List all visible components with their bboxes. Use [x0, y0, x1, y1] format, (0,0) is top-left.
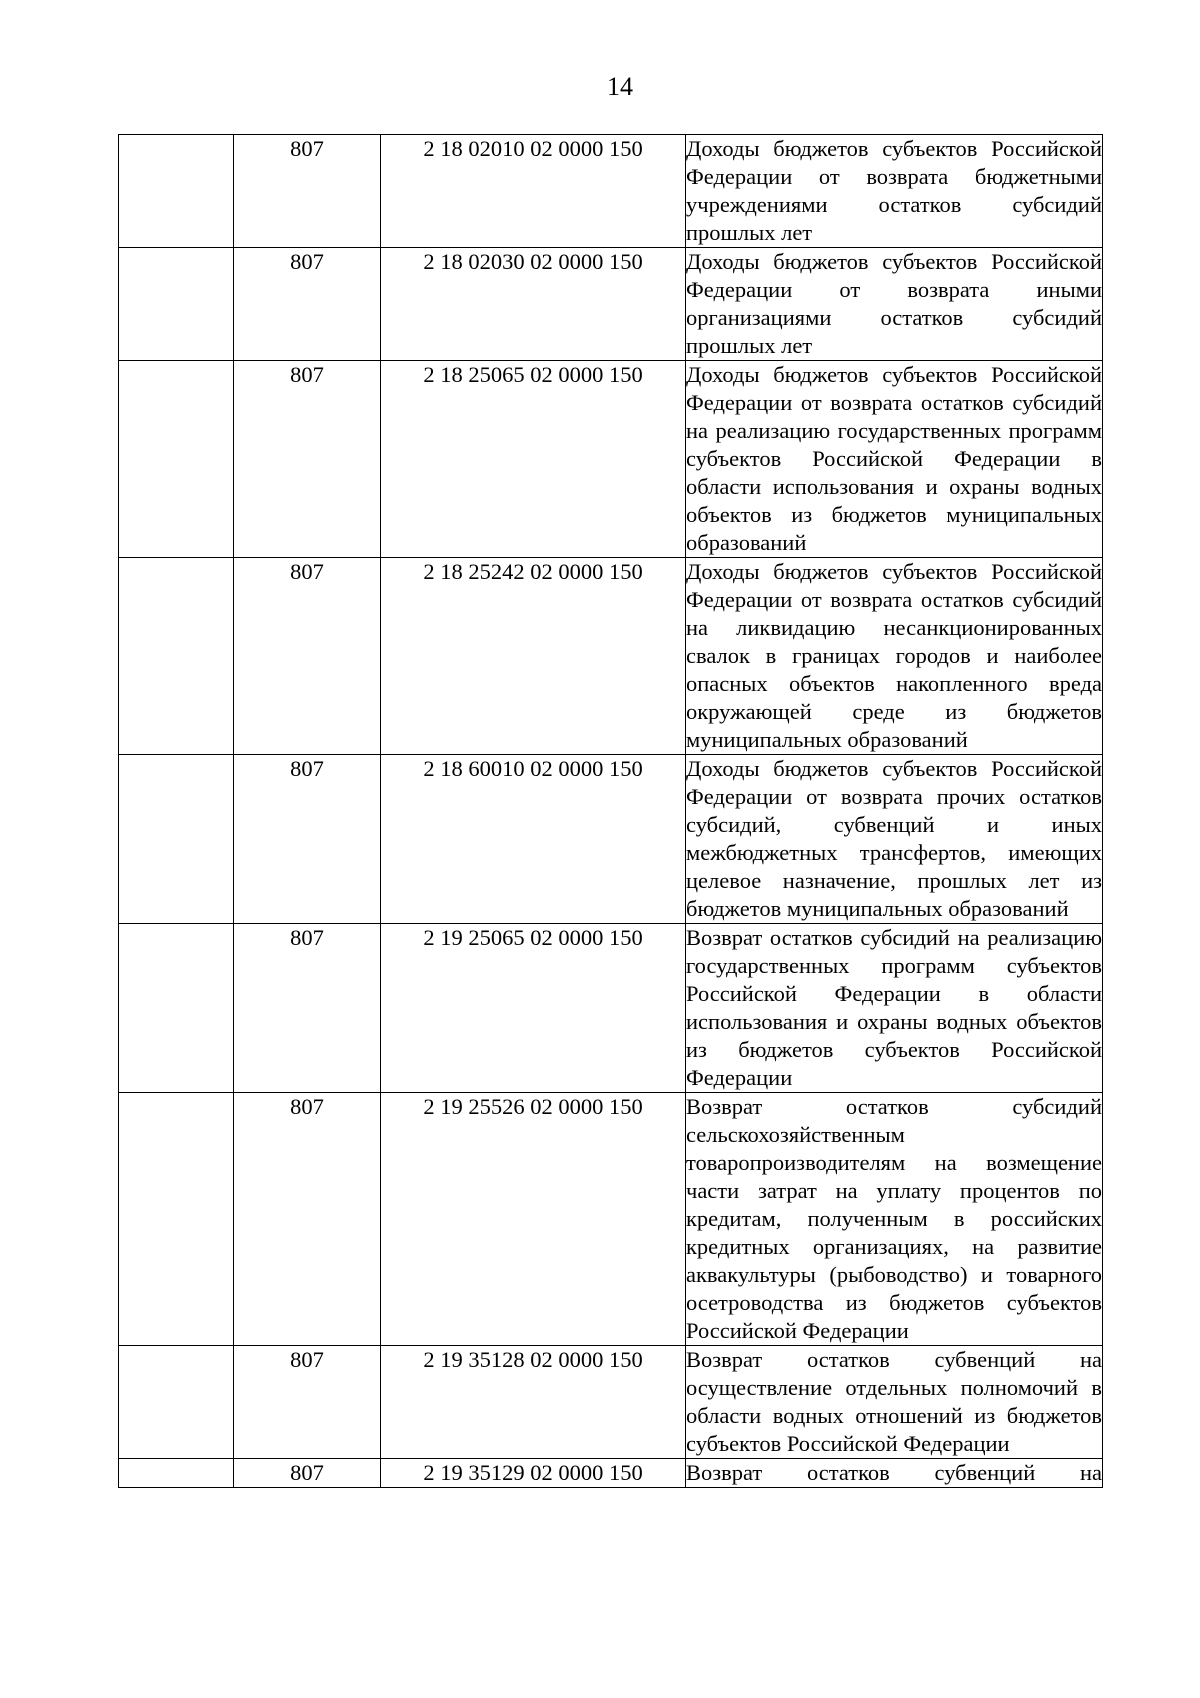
description-cell: Доходы бюджетов субъектов Российской Федерации от возврата иными организациями остатков субсидий прошлых лет	[686, 248, 1103, 361]
kbk-code-cell: 2 18 60010 02 0000 150	[381, 755, 686, 924]
table-row	[119, 248, 1103, 361]
empty-cell	[119, 558, 234, 755]
empty-cell	[119, 1459, 234, 1488]
description-cell: Доходы бюджетов субъектов Российской Федерации от возврата остатков субсидий на ликвидацию несанкционированных свалок в границах городов и наиболее опасных объектов накопленного вреда окружающей среде из бюджетов муниципальных образований	[686, 558, 1103, 755]
table-row	[119, 1346, 1103, 1459]
kbk-code-cell: 2 19 35129 02 0000 150	[381, 1459, 686, 1488]
description-cell: Доходы бюджетов субъектов Российской Федерации от возврата остатков субсидий на реализацию государственных программ субъектов Российской Федерации в области использования и охраны водных объектов из бюджетов муниципальных образований	[686, 361, 1103, 558]
admin-code-cell: 807	[234, 1459, 381, 1488]
empty-cell	[119, 924, 234, 1093]
admin-code-cell: 807	[234, 558, 381, 755]
empty-cell	[119, 1093, 234, 1346]
budget-codes-table	[118, 134, 1103, 1488]
empty-cell	[119, 248, 234, 361]
table-row	[119, 135, 1103, 248]
description-cell: Возврат остатков субвенций на осуществление отдельных полномочий в области водных отношений из бюджетов субъектов Российской Федерации	[686, 1346, 1103, 1459]
table-row	[119, 1459, 1103, 1488]
admin-code-cell: 807	[234, 361, 381, 558]
description-cell: Доходы бюджетов субъектов Российской Федерации от возврата прочих остатков субсидий, субвенций и иных межбюджетных трансфертов, имеющих целевое назначение, прошлых лет из бюджетов муниципальных образований	[686, 755, 1103, 924]
admin-code-cell: 807	[234, 1093, 381, 1346]
kbk-code-cell: 2 19 35128 02 0000 150	[381, 1346, 686, 1459]
kbk-code-cell: 2 18 02010 02 0000 150	[381, 135, 686, 248]
admin-code-cell: 807	[234, 248, 381, 361]
description-cell: Возврат остатков субсидий сельскохозяйственным товаропроизводителям на возмещение части затрат на уплату процентов по кредитам, полученным в российских кредитных организациях, на развитие аквакультуры (рыбоводство) и товарного осетроводства из бюджетов субъектов Российской Федерации	[686, 1093, 1103, 1346]
table-row	[119, 361, 1103, 558]
empty-cell	[119, 755, 234, 924]
kbk-code-cell: 2 19 25526 02 0000 150	[381, 1093, 686, 1346]
kbk-code-cell: 2 18 25242 02 0000 150	[381, 558, 686, 755]
description-cell: Доходы бюджетов субъектов Российской Федерации от возврата бюджетными учреждениями остатков субсидий прошлых лет	[686, 135, 1103, 248]
page-number: 14	[607, 72, 633, 101]
description-cell: Возврат остатков субсидий на реализацию государственных программ субъектов Российской Федерации в области использования и охраны водных объектов из бюджетов субъектов Российской Федерации	[686, 924, 1103, 1093]
table-row	[119, 558, 1103, 755]
admin-code-cell: 807	[234, 135, 381, 248]
admin-code-cell: 807	[234, 924, 381, 1093]
description-cell: Возврат остатков субвенций на	[686, 1459, 1103, 1488]
kbk-code-cell: 2 18 25065 02 0000 150	[381, 361, 686, 558]
admin-code-cell: 807	[234, 755, 381, 924]
empty-cell	[119, 135, 234, 248]
table-row	[119, 755, 1103, 924]
kbk-code-cell: 2 19 25065 02 0000 150	[381, 924, 686, 1093]
empty-cell	[119, 1346, 234, 1459]
empty-cell	[119, 361, 234, 558]
kbk-code-cell: 2 18 02030 02 0000 150	[381, 248, 686, 361]
table-row	[119, 1093, 1103, 1346]
admin-code-cell: 807	[234, 1346, 381, 1459]
table-row	[119, 924, 1103, 1093]
